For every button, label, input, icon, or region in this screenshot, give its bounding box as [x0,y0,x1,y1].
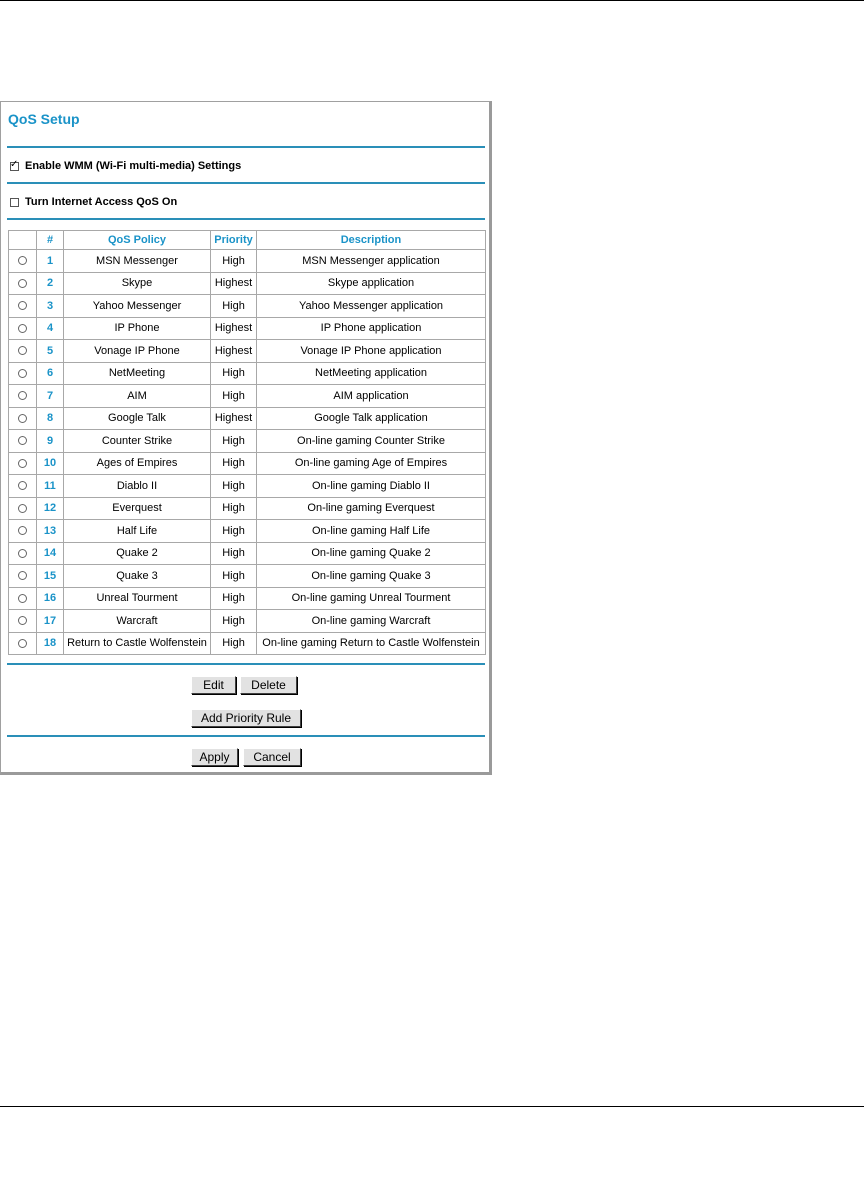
row-select-radio[interactable] [18,459,27,468]
row-priority: High [211,452,257,475]
row-select-radio[interactable] [18,481,27,490]
row-priority: Highest [211,340,257,363]
cancel-button[interactable]: Cancel [243,748,301,766]
row-select-cell [9,430,37,453]
row-select-cell [9,362,37,385]
table-row [9,272,486,295]
table-row [9,250,486,273]
row-priority: Highest [211,407,257,430]
row-select-radio[interactable] [18,616,27,625]
row-qos-policy: Google Talk [64,407,211,430]
row-priority: Highest [211,272,257,295]
row-description: Google Talk application [257,407,486,430]
row-qos-policy: MSN Messenger [64,250,211,273]
row-number: 14 [37,542,64,565]
row-number: 16 [37,587,64,610]
row-description: NetMeeting application [257,362,486,385]
row-select-cell [9,632,37,655]
row-priority: High [211,587,257,610]
row-description: AIM application [257,385,486,408]
row-description: On-line gaming Age of Empires [257,452,486,475]
row-number: 2 [37,272,64,295]
row-select-cell [9,542,37,565]
header-description: Description [257,231,486,250]
row-description: On-line gaming Warcraft [257,610,486,633]
row-select-cell [9,565,37,588]
table-row [9,475,486,498]
row-description: Skype application [257,272,486,295]
divider [7,735,485,737]
row-select-radio[interactable] [18,549,27,558]
row-select-cell [9,587,37,610]
table-row [9,542,486,565]
row-number: 4 [37,317,64,340]
row-qos-policy: Quake 3 [64,565,211,588]
row-number: 6 [37,362,64,385]
page-top-rule [0,0,864,1]
row-qos-policy: NetMeeting [64,362,211,385]
row-description: On-line gaming Diablo II [257,475,486,498]
row-qos-policy: AIM [64,385,211,408]
row-select-radio[interactable] [18,594,27,603]
row-qos-policy: Everquest [64,497,211,520]
row-priority: High [211,295,257,318]
row-select-radio[interactable] [18,324,27,333]
row-select-radio[interactable] [18,301,27,310]
row-number: 11 [37,475,64,498]
row-description: MSN Messenger application [257,250,486,273]
wmm-label: Enable WMM (Wi-Fi multi-media) Settings [25,160,242,172]
row-description: On-line gaming Quake 2 [257,542,486,565]
row-qos-policy: Warcraft [64,610,211,633]
row-number: 1 [37,250,64,273]
row-number: 13 [37,520,64,543]
row-number: 15 [37,565,64,588]
row-select-radio[interactable] [18,369,27,378]
row-qos-policy: Yahoo Messenger [64,295,211,318]
divider [7,663,485,665]
row-description: Vonage IP Phone application [257,340,486,363]
table-row [9,295,486,318]
row-select-radio[interactable] [18,504,27,513]
table-row [9,362,486,385]
row-number: 3 [37,295,64,318]
row-priority: High [211,565,257,588]
table-row [9,317,486,340]
row-select-cell [9,407,37,430]
row-select-cell [9,385,37,408]
row-number: 7 [37,385,64,408]
table-row [9,497,486,520]
qos-on-checkbox[interactable] [10,198,19,207]
row-qos-policy: IP Phone [64,317,211,340]
row-priority: High [211,250,257,273]
row-select-radio[interactable] [18,256,27,265]
row-select-cell [9,317,37,340]
table-header-row [9,231,486,250]
row-description: Yahoo Messenger application [257,295,486,318]
row-select-radio[interactable] [18,414,27,423]
table-row [9,565,486,588]
table-row [9,407,486,430]
table-row [9,610,486,633]
row-number: 18 [37,632,64,655]
row-select-cell [9,272,37,295]
table-row [9,430,486,453]
header-number: # [37,231,64,250]
row-priority: High [211,362,257,385]
row-priority: High [211,497,257,520]
header-qos-policy: QoS Policy [64,231,211,250]
row-number: 8 [37,407,64,430]
row-number: 12 [37,497,64,520]
row-priority: High [211,385,257,408]
row-select-radio[interactable] [18,279,27,288]
table-row [9,587,486,610]
row-qos-policy: Vonage IP Phone [64,340,211,363]
row-priority: High [211,542,257,565]
row-qos-policy: Quake 2 [64,542,211,565]
row-select-cell [9,250,37,273]
row-select-cell [9,497,37,520]
qos-on-label: Turn Internet Access QoS On [25,196,178,208]
table-row [9,632,486,655]
row-select-radio[interactable] [18,571,27,580]
qos-policy-table [8,230,486,655]
table-row [9,452,486,475]
row-priority: High [211,520,257,543]
row-priority: High [211,430,257,453]
row-select-radio[interactable] [18,639,27,648]
row-description: On-line gaming Return to Castle Wolfenstein [257,632,486,655]
row-number: 10 [37,452,64,475]
wmm-setting-row [10,160,241,172]
add-priority-rule-button[interactable]: Add Priority Rule [191,709,301,727]
page-title: QoS Setup [8,111,80,127]
row-select-cell [9,520,37,543]
row-priority: High [211,632,257,655]
row-qos-policy: Half Life [64,520,211,543]
row-number: 5 [37,340,64,363]
divider [7,146,485,148]
row-qos-policy: Return to Castle Wolfenstein [64,632,211,655]
row-select-cell [9,452,37,475]
qos-setup-panel [0,101,492,775]
row-priority: Highest [211,317,257,340]
row-description: On-line gaming Everquest [257,497,486,520]
qos-on-row [10,196,177,208]
divider [7,182,485,184]
table-row [9,385,486,408]
row-description: On-line gaming Half Life [257,520,486,543]
row-description: On-line gaming Unreal Tourment [257,587,486,610]
row-select-cell [9,295,37,318]
row-description: On-line gaming Counter Strike [257,430,486,453]
row-qos-policy: Unreal Tourment [64,587,211,610]
row-select-cell [9,610,37,633]
apply-button[interactable]: Apply [191,748,238,766]
divider [7,218,485,220]
header-select [9,231,37,250]
delete-button[interactable]: Delete [240,676,297,694]
row-number: 9 [37,430,64,453]
row-priority: High [211,610,257,633]
row-priority: High [211,475,257,498]
row-select-radio[interactable] [18,391,27,400]
row-qos-policy: Skype [64,272,211,295]
row-select-radio[interactable] [18,526,27,535]
row-select-cell [9,340,37,363]
table-row [9,520,486,543]
wmm-checkbox[interactable] [10,162,19,171]
row-select-cell [9,475,37,498]
edit-button[interactable]: Edit [191,676,236,694]
header-priority: Priority [211,231,257,250]
row-description: On-line gaming Quake 3 [257,565,486,588]
row-description: IP Phone application [257,317,486,340]
table-row [9,340,486,363]
row-qos-policy: Diablo II [64,475,211,498]
row-number: 17 [37,610,64,633]
page-bottom-rule [0,1106,864,1107]
row-select-radio[interactable] [18,346,27,355]
row-qos-policy: Ages of Empires [64,452,211,475]
row-qos-policy: Counter Strike [64,430,211,453]
row-select-radio[interactable] [18,436,27,445]
